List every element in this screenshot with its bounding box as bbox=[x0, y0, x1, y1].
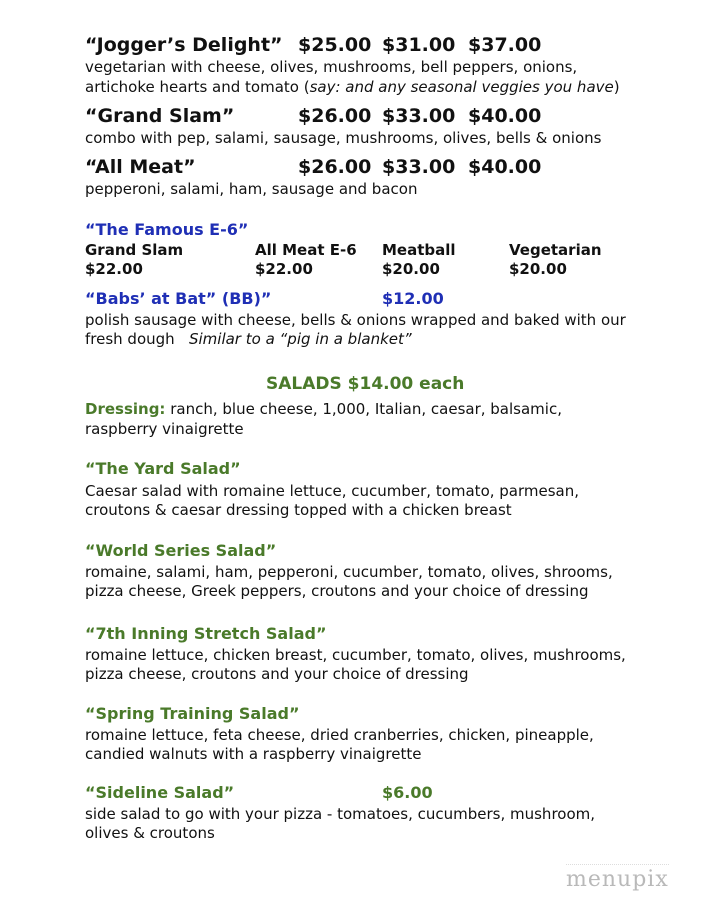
salad-desc: romaine lettuce, feta cheese, dried cranberries, chicken, pineapple, bbox=[85, 726, 594, 744]
pizza-name-joggers-delight: “Jogger’s Delight” bbox=[85, 34, 283, 56]
pizza-desc: pepperoni, salami, ham, sausage and bacon bbox=[85, 180, 418, 198]
pizza-desc-line2: artichoke hearts and tomato (say: and any seasonal veggies you have) bbox=[85, 78, 620, 96]
dressing-line2: raspberry vinaigrette bbox=[85, 420, 244, 438]
salad-name-7th-inning: “7th Inning Stretch Salad” bbox=[85, 624, 327, 643]
salad-desc: olives & croutons bbox=[85, 824, 215, 842]
pizza-name-grand-slam: “Grand Slam” bbox=[85, 105, 235, 127]
salad-desc: croutons & caesar dressing topped with a chicken breast bbox=[85, 501, 512, 519]
salad-desc: pizza cheese, croutons and your choice of dressing bbox=[85, 665, 469, 683]
price-large: $40.00 bbox=[468, 156, 542, 178]
price-medium: $31.00 bbox=[382, 34, 456, 56]
salad-desc: side salad to go with your pizza - tomatoes, cucumbers, mushroom, bbox=[85, 805, 596, 823]
salad-desc: pizza cheese, Greek peppers, croutons and your choice of dressing bbox=[85, 582, 589, 600]
salad-name-world-series: “World Series Salad” bbox=[85, 541, 277, 560]
price-large: $37.00 bbox=[468, 34, 542, 56]
pizza-desc: vegetarian with cheese, olives, mushrooms, bell peppers, onions, bbox=[85, 58, 578, 76]
sideline-price: $6.00 bbox=[382, 783, 433, 802]
dressing-label: Dressing: bbox=[85, 400, 166, 418]
babs-price: $12.00 bbox=[382, 289, 444, 308]
price-medium: $33.00 bbox=[382, 156, 456, 178]
salad-desc: candied walnuts with a raspberry vinaigrette bbox=[85, 745, 422, 763]
price-large: $40.00 bbox=[468, 105, 542, 127]
babs-desc: polish sausage with cheese, bells & onions wrapped and baked with our bbox=[85, 311, 626, 329]
dressing-line: Dressing: ranch, blue cheese, 1,000, Italian, caesar, balsamic, bbox=[85, 400, 562, 418]
menupix-watermark: menupix bbox=[566, 864, 669, 892]
e6-item-name: Vegetarian bbox=[509, 241, 602, 259]
price-medium: $33.00 bbox=[382, 105, 456, 127]
salad-desc: romaine, salami, ham, pepperoni, cucumber, tomato, olives, shrooms, bbox=[85, 563, 613, 581]
e6-item-price: $22.00 bbox=[255, 260, 313, 278]
salad-name-sideline: “Sideline Salad” bbox=[85, 783, 235, 802]
e6-item-name: Grand Slam bbox=[85, 241, 184, 259]
babs-desc-line2: fresh dough Similar to a “pig in a blanket” bbox=[85, 330, 412, 348]
e6-item-name: All Meat E-6 bbox=[255, 241, 357, 259]
e6-item-name: Meatball bbox=[382, 241, 456, 259]
e6-item-price: $22.00 bbox=[85, 260, 143, 278]
salads-header: SALADS $14.00 each bbox=[266, 374, 465, 394]
e6-item-price: $20.00 bbox=[509, 260, 567, 278]
price-small: $26.00 bbox=[298, 105, 372, 127]
e6-title: “The Famous E-6” bbox=[85, 220, 249, 239]
babs-title: “Babs’ at Bat” (BB)” bbox=[85, 289, 272, 308]
price-small: $26.00 bbox=[298, 156, 372, 178]
salad-name-spring-training: “Spring Training Salad” bbox=[85, 704, 300, 723]
salad-desc: Caesar salad with romaine lettuce, cucumber, tomato, parmesan, bbox=[85, 482, 580, 500]
pizza-desc: combo with pep, salami, sausage, mushrooms, olives, bells & onions bbox=[85, 129, 602, 147]
salad-desc: romaine lettuce, chicken breast, cucumber, tomato, olives, mushrooms, bbox=[85, 646, 626, 664]
e6-item-price: $20.00 bbox=[382, 260, 440, 278]
price-small: $25.00 bbox=[298, 34, 372, 56]
pizza-name-all-meat: “All Meat” bbox=[85, 156, 196, 178]
salad-name-yard: “The Yard Salad” bbox=[85, 459, 241, 478]
